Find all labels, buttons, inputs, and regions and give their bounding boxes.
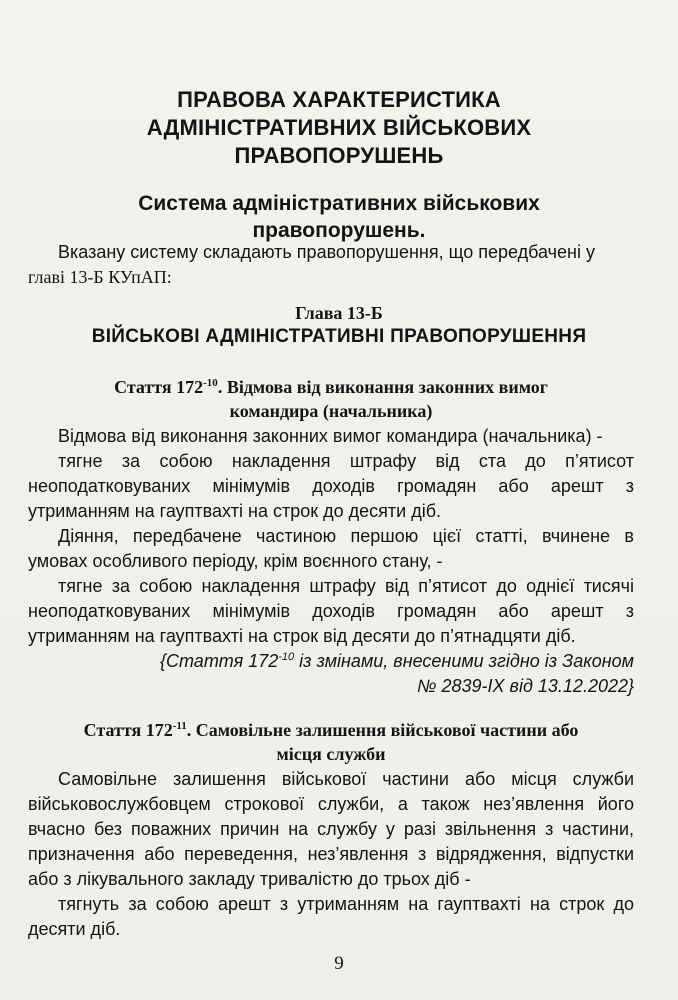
intro-line: главі 13-Б КУпАП: — [28, 267, 172, 287]
article-heading-text: . Відмова від виконання законних вимог — [217, 377, 548, 397]
title-line: ПРАВОВА ХАРАКТЕРИСТИКА — [177, 87, 501, 112]
document-title — [0, 86, 678, 170]
article-text-line: неоподатковуваних мінімумів доходів громадян або арешт з — [28, 601, 634, 621]
article-text-line: тягне за собою накладення штрафу від п’ятисот до однієї тисячі — [58, 576, 634, 596]
article-number-superscript: -11 — [172, 720, 187, 732]
section-title — [0, 190, 678, 244]
article-heading — [28, 375, 634, 400]
intro-line: Вказану систему складають правопорушення, що передбачені у — [58, 242, 595, 262]
amendment-note-text: із змінами, внесеними згідно із Законом — [294, 651, 634, 671]
amendment-note-prefix: {Стаття 172 — [160, 651, 279, 671]
article-text-line: утриманням на гауптвахті на строк до десяти діб. — [28, 501, 442, 521]
amendment-note-line2: № 2839-IX від 13.12.2022} — [417, 676, 634, 696]
article-text-line: тягне за собою накладення штрафу від ста до п’ятисот — [58, 451, 634, 471]
title-line: АДМІНІСТРАТИВНИХ ВІЙСЬКОВИХ — [146, 115, 532, 140]
article-heading-prefix: Стаття 172 — [114, 377, 204, 397]
title-line: ПРАВОПОРУШЕНЬ — [234, 143, 444, 168]
article-text-line: десяти діб. — [28, 919, 121, 939]
amendment-note — [28, 649, 634, 674]
article-text-line: призначення або переведення, нез’явлення з відрядження, відпустки — [28, 844, 634, 864]
section-title-line: Система адміністративних військових — [138, 192, 540, 215]
article-text-line: утриманням на гауптвахті на строк від десяти до п’ятнадцяти діб. — [28, 626, 576, 646]
article-heading-prefix: Стаття 172 — [83, 720, 173, 740]
article-heading — [28, 718, 634, 743]
article-number-superscript: -10 — [203, 377, 218, 389]
article-text-line: Самовільне залишення військової частини або місця служби — [58, 769, 634, 789]
article-heading-line2: командира (начальника) — [229, 401, 433, 421]
article-text-line: тягнуть за собою арешт з утриманням на гауптвахті на строк до — [58, 894, 634, 914]
article-heading-text: . Самовільне залишення військової частини або — [186, 720, 579, 740]
article-heading-line2: місця служби — [276, 744, 386, 764]
article-text-line: умовах особливого періоду, крім воєнного стану, - — [28, 551, 443, 571]
page-number: 9 — [334, 953, 344, 974]
article-text-line: Відмова від виконання законних вимог командира (начальника) - — [58, 426, 603, 446]
article-text-line: військовослужбовцем строкової служби, а також нез’явлення його — [28, 794, 634, 814]
chapter-title: ВІЙСЬКОВІ АДМІНІСТРАТИВНІ ПРАВОПОРУШЕННЯ — [91, 326, 587, 347]
chapter-number: Глава 13-Б — [295, 303, 383, 323]
article-text-line: або з лікувального закладу тривалістю до трьох діб - — [28, 869, 471, 889]
section-title-line: правопорушень. — [252, 219, 426, 242]
article-text-line: вчасно без поважних причин на службу у разі звільнення з частини, — [28, 819, 634, 839]
article-text-line: неоподатковуваних мінімумів доходів громадян або арешт з — [28, 476, 634, 496]
amendment-note-superscript: -10 — [278, 651, 295, 663]
article-text-line: Діяння, передбачене частиною першою цієї статті, вчинене в — [58, 526, 634, 546]
